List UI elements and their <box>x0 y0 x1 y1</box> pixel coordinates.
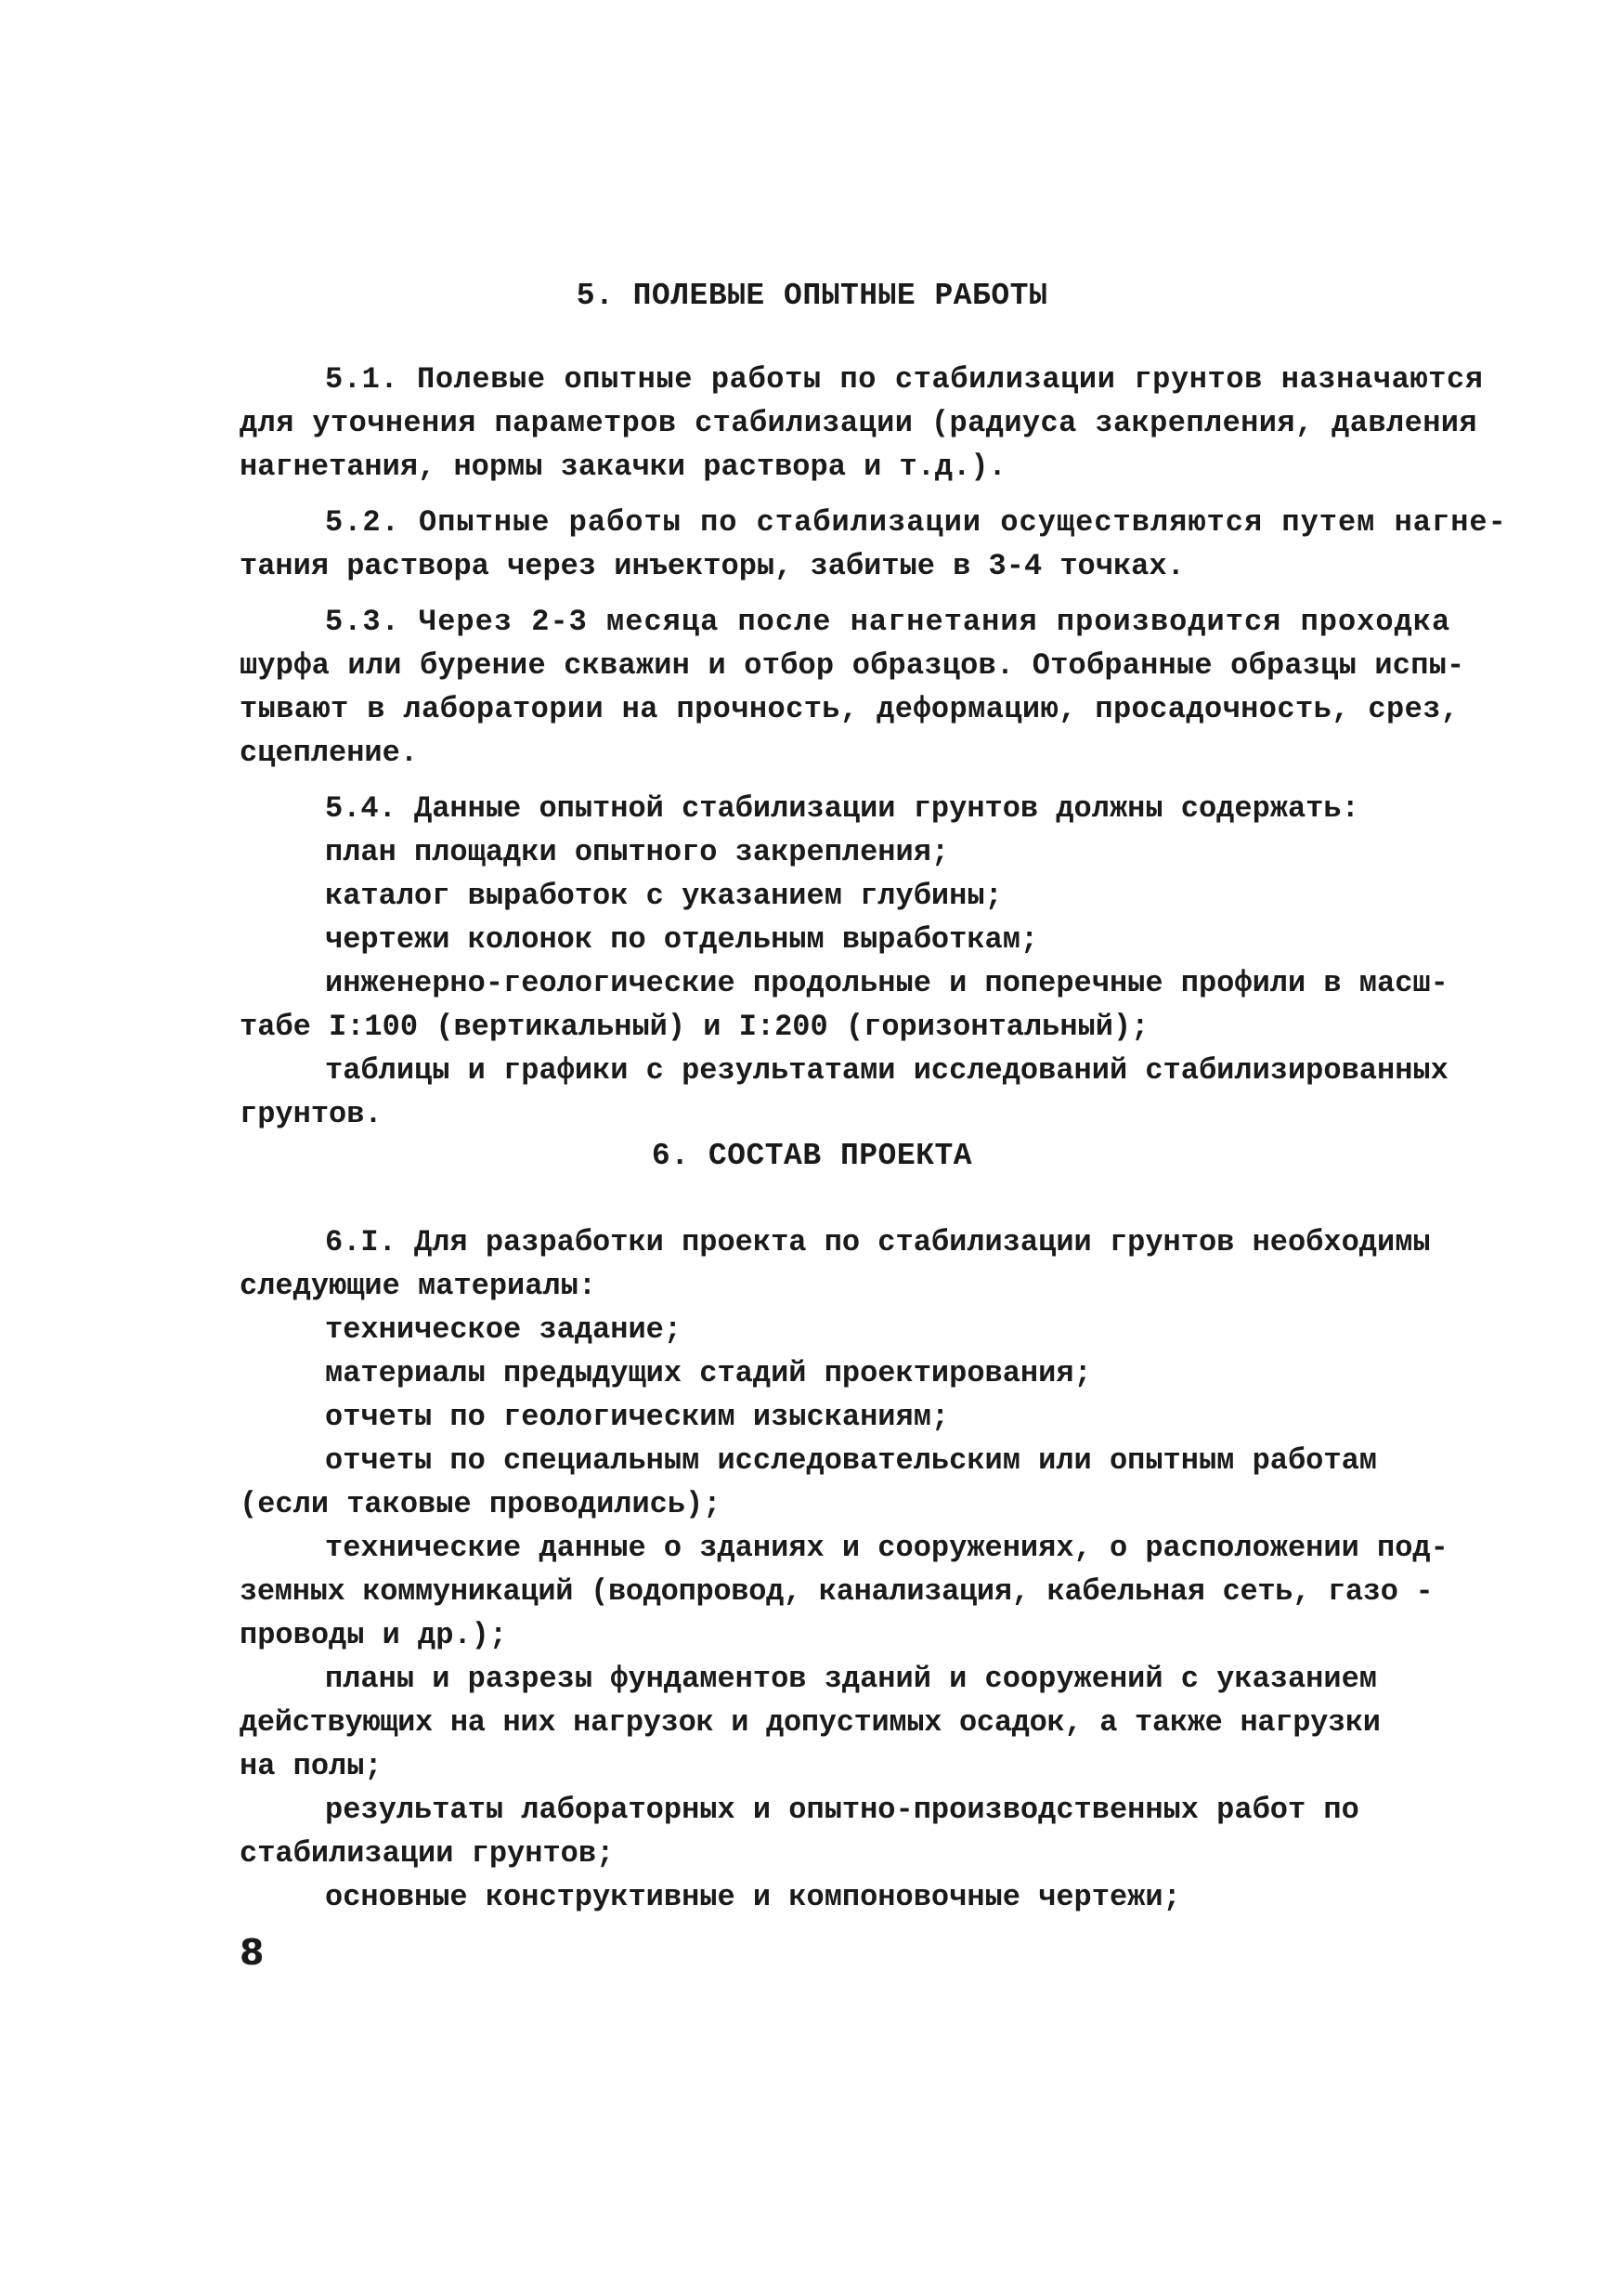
list-item: каталог выработок с указанием глубины; <box>325 879 1003 913</box>
list-item: земных коммуникаций (водопровод, канализация, кабельная сеть, газо - <box>240 1574 1434 1609</box>
paragraph-line: 5.3. Через 2-3 месяца после нагнетания производится проходка <box>325 605 1451 639</box>
list-item: отчеты по специальным исследовательским или опытным работам <box>325 1443 1377 1478</box>
list-item: таблицы и графики с результатами исследований стабилизированных <box>325 1053 1449 1088</box>
paragraph-line: 6.I. Для разработки проекта по стабилизации грунтов необходимы <box>325 1225 1431 1259</box>
list-item: материалы предыдущих стадий проектирования; <box>325 1356 1092 1390</box>
list-item: техническое задание; <box>325 1312 682 1347</box>
paragraph-line: 5.1. Полевые опытные работы по стабилизации грунтов назначаются <box>325 362 1484 397</box>
list-item: чертежи колонок по отдельным выработкам; <box>325 922 1039 957</box>
list-item: инженерно-геологические продольные и поперечные профили в масш- <box>325 966 1449 1000</box>
paragraph-line: 5.2. Опытные работы по стабилизации осуществляются путем нагне- <box>325 505 1507 540</box>
paragraph-line: тания раствора через инъекторы, забитые в 3-4 точках. <box>240 549 1185 583</box>
paragraph-line: для уточнения параметров стабилизации (радиуса закрепления, давления <box>240 406 1478 440</box>
section-6-heading: 6. СОСТАВ ПРОЕКТА <box>651 1139 973 1173</box>
list-item: основные конструктивные и компоновочные чертежи; <box>325 1880 1181 1914</box>
paragraph-line: 5.4. Данные опытной стабилизации грунтов должны содержать: <box>325 791 1359 826</box>
list-item: грунтов. <box>240 1097 383 1131</box>
list-item: план площадки опытного закрепления; <box>325 835 950 869</box>
list-item: действующих на них нагрузок и допустимых осадок, а также нагрузки <box>240 1705 1381 1740</box>
list-item: технические данные о зданиях и сооружениях, о расположении под- <box>325 1531 1449 1565</box>
list-item: на полы; <box>240 1749 383 1783</box>
list-item: планы и разрезы фундаментов зданий и сооружений с указанием <box>325 1662 1377 1696</box>
paragraph-line: шурфа или бурение скважин и отбор образцов. Отобранные образцы испы- <box>240 648 1465 683</box>
list-item: отчеты по геологическим изысканиям; <box>325 1400 950 1434</box>
list-item: стабилизации грунтов; <box>240 1836 615 1871</box>
paragraph-line: нагнетания, нормы закачки раствора и т.д.). <box>240 450 1007 484</box>
list-item: результаты лабораторных и опытно-производственных работ по <box>325 1793 1359 1827</box>
paragraph-line: следующие материалы: <box>240 1269 597 1303</box>
list-item: табе I:100 (вертикальный) и I:200 (горизонтальный); <box>240 1010 1150 1044</box>
paragraph-line: тывают в лаборатории на прочность, деформацию, просадочность, срез, <box>240 692 1460 726</box>
list-item: (если таковые проводились); <box>240 1487 721 1521</box>
page-number: 8 <box>240 1932 265 1973</box>
list-item: проводы и др.); <box>240 1618 508 1652</box>
paragraph-line: сцепление. <box>240 736 419 770</box>
section-5-heading: 5. ПОЛЕВЫЕ ОПЫТНЫЕ РАБОТЫ <box>576 279 1048 313</box>
